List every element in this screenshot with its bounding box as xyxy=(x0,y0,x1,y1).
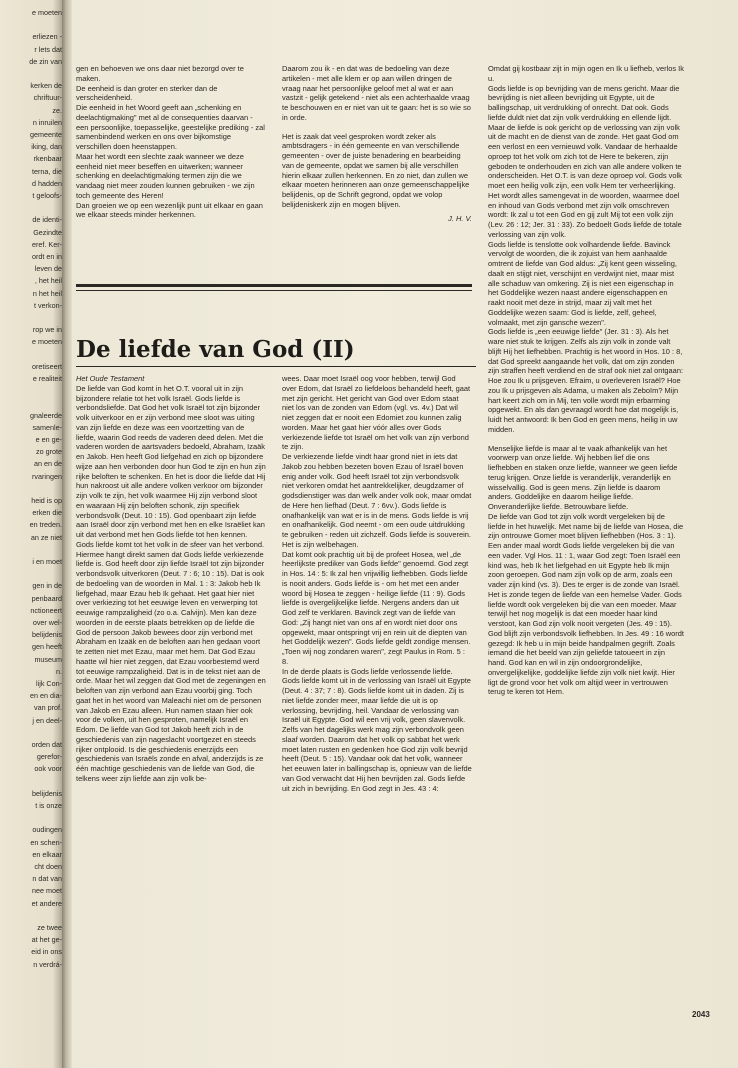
margin-fragment: Gezindte xyxy=(33,227,62,237)
title-rule xyxy=(76,366,476,367)
paragraph: Hiermee hangt direkt samen dat Gods liefde verkiezende liefde is. God heeft door zijn liefde Israël tot zijn bijzonder verbondsvolk uitverkoren (Deut. 7 : 6; 10 : 15). Dat is ook de bedoeling van de woorden in Mal. 1 : 3: Jakob heb Ik liefgehad, maar Ezau heb Ik gehaat. Het gaat hier niet over verkiezing tot het eeuwige leven en verwerping tot eeuwige rampzaligheid (zo o.a. Calvijn). Men kan deze woorden in de eerste plaats betrekken op de liefde die God de persoon Jakob bewees door zijn verbond met Abraham en Izaäk en de beloften aan hen gedaan voort te zetten niet met Ezau, maar met hem. Dat God Ezau haatte wil hier niet zeggen, dat Ezau voorbestemd werd tot eeuwige rampzaligheid. Dat is in de tekst niet aan de orde. Maar het wil zeggen dat God met de zegeningen en beloften van zijn verbond aan Ezau voorbij ging. Toch gaat het in het woord van Maleachi niet om de personen van Jakob en Ezau alleen. Hun namen staan hier ook voor de volken, uit hen gesproten, namelijk Israël en Edom. De liefde van God tot Jakob heeft zich in de geschiedenis van zijn nageslacht voortgezet en steeds rijker ontplooid. Is die geschiedenis enerzijds een geschiedenis van Israëls zonde en afval, anderzijds is ze één machtige geschiedenis van de liefde van God, die telkens weer zijn liefde aan zijn volk be- xyxy=(76,549,266,783)
margin-fragment: et andere xyxy=(31,898,62,908)
paragraph: Dat komt ook prachtig uit bij de profeet Hosea, wel „de heerlijkste prediker van Gods liefde" genoemd. God zegt in Hos. 14 : 5: Ik zal hen vrijwillig liefhebben. Gods liefde is nooit anders. Gods liefde is - om het met een ander woord bij Hosea te zeggen - heilige liefde (11 : 9). Gods liefde is overgelijkelijke liefde. Nergens anders dan uit God zelf te verklaren. Bavinck zegt van de liefde van God: „Zij hangt niet van ons af en wordt niet door ons opgewekt, maar ontspringt vrij en rein uit de diepten van het Goddelijk wezen". Gods liefde geldt zondige mensen. „Toen wij nog zondaren waren", zegt Paulus in Rom. 5 : 8. xyxy=(282,549,471,666)
paragraph: gen en behoeven we ons daar niet bezorgd over te maken. xyxy=(76,64,244,83)
paragraph: Gods liefde is op bevrijding van de mens gericht. Maar die bevrijding is niet alleen bevrijding uit Egypte, uit de ballingschap, uit verdrukking of onrecht. Dat ook. Gods liefde duldt niet dat zijn volk verdrukking en ellende lijdt. Maar de liefde is ook gericht op de verlossing van zijn volk uit de macht en de dienst van de zonde. Het gaat God om een verlost en een vernieuwd volk. Vandaar de herhaalde oproep tot het volk om zich tot de Here te bekeren, zijn geboden te onderhouden en zich van alle andere volken te onderscheiden. Het O.T. is van deze oproep vol. Gods volk moet een heilig volk zijn, een volk Hem ter verheerlijking. Het wordt alles samengevat in de woorden, waarmee doel en inhoud van Gods verbond met zijn volk omschreven wordt: Ik zal u tot een God en gij zult Mij tot een volk zijn (Lev. 26 : 12; Jer. 31 : 33). Zo bedoelt Gods liefde de totale verlossing van zijn volk. xyxy=(488,83,682,239)
margin-fragment: en schen- xyxy=(30,837,62,847)
section-heading: Het Oude Testament xyxy=(76,374,145,383)
margin-fragment: , het heil xyxy=(34,276,62,286)
margin-fragment: orden dat xyxy=(31,740,62,749)
column-1-top xyxy=(76,64,266,284)
margin-fragment: ook voor xyxy=(34,764,62,774)
margin-fragment: r lets dat xyxy=(34,44,62,54)
margin-fragment: leven de xyxy=(34,264,62,274)
margin-fragment: gerefor- xyxy=(36,752,62,762)
margin-fragment: j en deel- xyxy=(32,715,62,725)
page-gutter xyxy=(62,0,72,1068)
margin-fragment: erken die xyxy=(32,508,62,518)
margin-fragment: t geloofs- xyxy=(32,191,62,200)
margin-fragment: chriftuur- xyxy=(33,93,62,103)
margin-fragment: zo grote xyxy=(36,447,62,457)
margin-fragment: e realiteit xyxy=(32,374,62,383)
margin-fragment: rkenbaar xyxy=(33,154,62,164)
margin-fragment: nee moet xyxy=(32,886,62,896)
paragraph: Het is zaak dat veel gesproken wordt zeker als ambtsdragers - in één gemeente en van verschillende gemeenten - over de juiste benadering en bearbeiding van de gemeente, opdat we samen bij alle verschillen hierin elkaar zullen herkennen. En zo niet, dan zullen we elkaar moeten herinneren aan onze gemeenschappelijke belijdenis, op de Schrift gegrond, opdat we volop belijdeniskerk zijn en mogen blijven. xyxy=(282,131,470,209)
margin-fragment: at het ge- xyxy=(31,935,62,945)
margin-fragment: en treden. xyxy=(29,520,62,530)
page-number: 2043 xyxy=(692,1010,710,1019)
paragraph: Gods liefde is „een eeuwige liefde" (Jer. 31 : 3). Als het ware niet stuk te krijgen. Zelfs als zijn volk in zonde valt blijft Hij het liefhebben. Prachtig is het woord in Hos. 10 : 8, dat God spreekt aangaande het volk, dat om zijn zonden zijn straffen heeft verdiend en de straf ook niet zal ontgaan: Hoe zou Ik u prijsgeven. Efraim, u overleveren Israël? Hoe zou Ik u prijsgeven als Adama, u maken als Zeboïm? Mijn hart keert zich om in Mij, ten volle wordt mijn erbarming opgewekt. En als dan gevraagd wordt hoe dat mogelijk is, luidt het antwoord: Ik ben God en geen mens, heilig in uw midden. xyxy=(488,327,684,434)
margin-fragment: n dat van xyxy=(32,874,62,884)
margin-fragment: lijk Con- xyxy=(36,679,62,688)
margin-fragment: iking, dan xyxy=(31,142,62,152)
paragraph: Daarom zou ik - en dat was de bedoeling van deze artikelen - met alle klem er op aan willen dringen de vraag naar het persoonlijke geloof met al wat er aan vastzit - gelijk getekend - niet als een achterhaalde vraag te beschouwen en er niet van uit te gaan: het is so wie so in orde. xyxy=(282,64,471,122)
paragraph: Maar het wordt een slechte zaak wanneer we deze eenheid niet meer beseffen en uitwerken; wanneer schenking en deelachtigmaking termen zijn die we vandaag niet meer zouden kunnen gebruiken - we zijn toch gemeente des Heren! xyxy=(76,151,255,200)
paragraph: Dan groeien we op een wezenlijk punt uit elkaar en gaan we elkaar steeds minder herkennen. xyxy=(76,200,263,220)
column-3 xyxy=(488,64,684,1004)
margin-fragment: oretiseert xyxy=(32,361,62,371)
margin-fragment: t verkon- xyxy=(34,300,62,310)
margin-fragment: an ze niet xyxy=(30,532,62,542)
column-2-top xyxy=(282,64,472,284)
paragraph: wees. Daar moet Israël oog voor hebben, terwijl God over Edom, dat Israël zo liefdeloos behandeld heeft, gaat met zijn gericht. Het gericht van God over Edom staat niet los van de zonden van Edom (vgl. vs. 4v.) Dat wil niet zeggen dat er nooit een Edomiet zou kunnen zalig worden. Maar het gaat hier vóór alles over Gods verkiezende liefde tot Israël om het volk van zijn verbond te zijn. xyxy=(282,374,471,452)
margin-fragment: ze twee xyxy=(37,923,62,932)
margin-fragment: penbaard xyxy=(31,593,62,603)
margin-fragment: t is onze xyxy=(35,801,62,810)
margin-fragment: n inruilen xyxy=(32,117,62,127)
margin-fragment: gnaleerde xyxy=(30,410,62,420)
margin-fragment: van prof. xyxy=(34,703,62,713)
margin-fragment: museum xyxy=(34,654,62,664)
margin-fragment: samenle- xyxy=(32,422,62,432)
margin-fragment: kerken de xyxy=(30,81,62,91)
margin-fragment: terna, die xyxy=(32,166,62,176)
margin-fragment: belijdenis xyxy=(32,630,62,640)
paragraph: Gods liefde is tenslotte ook volhardende liefde. Bavinck vervolgt de woorden, die ik zojuist van hem aanhaalde omtrent de liefde van God aldus: „Zij kent geen wisseling, daalt en stijgt niet, verschijnt en verdwijnt niet, maar mist alle schaduw van omkering. Zij is niet een eigenschap in het Goddelijke wezen naast andere eigenschappen en raakt nooit met deze in strijd, maar zij valt met het Goddelijke wezen saam: God is liefde, zelf, geheel, volmaakt, met zijn gansche wezen". xyxy=(488,239,677,327)
margin-fragment: an en de xyxy=(34,459,62,469)
margin-fragment: cht doen xyxy=(34,862,62,871)
margin-fragment: belijdenis xyxy=(32,788,62,798)
paragraph: Menselijke liefde is maar al te vaak afhankelijk van het voorwerp van onze liefde. Wij hebben lief die ons liefhebben en staken onze liefde, wanneer we geen liefde terug krijgen. Onze liefde is veranderlijk, veranderlijk en wisselvallig. God is geen mens. Zijn liefde is daarom anders. Goddelijke en daarom heilige liefde. Onveranderlijke liefde. Betrouwbare liefde. xyxy=(488,443,678,511)
margin-fragment: e en ge- xyxy=(35,435,62,444)
column-2-bottom xyxy=(282,374,472,1004)
margin-fragment: gen heeft xyxy=(32,642,62,652)
margin-fragment: en elkaar xyxy=(32,849,62,859)
author-signature: J. H. V. xyxy=(448,213,472,223)
paragraph: Omdat gij kostbaar zijt in mijn ogen en Ik u liefheb, verlos Ik u. xyxy=(488,64,684,83)
paragraph: De liefde van God tot zijn volk wordt vergeleken bij de liefde in het huwelijk. Met name bij de liefde van Hosea, die zijn ontrouwe Gomer moet blijven liefhebben (Hos. 3 : 1). Een ander maal wordt Gods liefde vergeleken bij die van een vader. Vgl Hos. 11 : 1, waar God zegt: Toen Israël een kind was, heb Ik het liefgehad en uit Egypte heb Ik mijn zoon geroepen. God nam zijn volk op de arm, zoals een vader zijn kind (vs. 3). Des te erger is de zonde van Israël. Het is zonde tegen de liefde van een hemelse Vader. Gods liefde wordt ook vergeleken bij die van een moeder. Maar terwijl het nog mogelijk is dat een moeder haar kind verstoot, kan God zijn volk nooit vergeten (Jes. 49 : 15). God blijft zijn verbondsvolk liefhebben. In Jes. 49 : 16 wordt gezegd: Ik heb u in mijn beide handpalmen gegrift. Zoals iemand die het beeld van zijn geliefde tatoueert in zijn hand. God kan en wil in zijn ondoorgrondelijke, onvergelijkelijke, goddelijke liefde zijn volk niet kwijt. Hier ligt de grond voor het volk om altijd weer in vertrouwen terug te keren tot Hem. xyxy=(488,511,684,697)
margin-fragment: d hadden xyxy=(32,178,62,188)
margin-fragment: i en moet xyxy=(32,557,62,566)
margin-fragment: gemeente xyxy=(30,130,62,139)
margin-fragment: n verdrá- xyxy=(33,959,62,969)
margin-fragment: e moeten xyxy=(32,8,62,17)
margin-fragment: heid is op xyxy=(31,496,62,505)
margin-fragment: n het heil xyxy=(32,288,62,298)
margin-fragment: over wel- xyxy=(32,618,62,627)
margin-fragment: rvaringen xyxy=(32,471,62,481)
section-rule-thin xyxy=(76,290,472,291)
margin-fragment: erliezen - xyxy=(32,32,62,42)
margin-fragment: ze. xyxy=(52,105,62,115)
paragraph: Die eenheid in het Woord geeft aan „schenking en deelachtigmaking" met al de consequenties daarvan - een persoonlijke, toepasselijke, geestelijke prediking - zal samenbindend werken en ons over bijkomstige verschillen doen heenstappen. xyxy=(76,103,265,151)
section-rule-thick xyxy=(76,284,472,287)
margin-fragment: rop we in xyxy=(32,325,62,335)
margin-fragment: oudingen xyxy=(32,825,62,835)
margin-fragment: de identi- xyxy=(32,215,62,225)
margin-fragment: gen in de xyxy=(32,581,62,591)
margin-fragment: e moeten xyxy=(32,337,62,347)
paragraph: In de derde plaats is Gods liefde verlossende liefde. Gods liefde komt uit in de verlossing van Israël uit Egypte (Deut. 4 : 37; 7 : 8). Gods liefde komt uit in daden. Zij is niet liefde zonder meer, maar liefde die uit is op verlossing, bevrijding, heil. Vandaar de verlossing van Israël uit Egypte. God wil een vrij volk, geen slavenvolk. Zelfs van het dagelijks werk mag zijn verbondvolk geen slaaf worden. Daarom dat het volk op sabbat het werk moet laten rusten en gedenken hoe God zijn volk bevrijd heeft (Deut. 5 : 15). Vandaar ook dat het volk, wanneer het eeuwen later in ballingschap is, opnieuw van de liefde van God verwacht dat Hij hen bevrijden zal. Gods liefde uit zich in bevrijding. En God zegt in Jes. 43 : 4: xyxy=(282,666,472,793)
paragraph: De verkiezende liefde vindt haar grond niet in iets dat Jakob zou hebben bezeten boven Ezau of Israël boven enig ander volk. God heeft Israël tot zijn verbondsvolk niet verkoren omdat het aantrekkelijker, deugdzamer of godsdienstiger was dan welk ander volk ook, maar omdat de Here hen liefhad (Deut. 7 : 6vv.). Gods liefde is onafhankelijk van wat er is in de mens. Gods liefde is vrij en onafhankelijk. God neemt - om een oude uitdrukking te gebruiken - reden uit zichzelf. Gods liefde is souverein. Het is zijn welbehagen. xyxy=(282,452,472,549)
margin-fragment: nctioneert xyxy=(30,605,62,615)
paragraph: De eenheid is dan groter en sterker dan de verscheidenheid. xyxy=(76,83,218,103)
margin-fragment: en en dia- xyxy=(30,691,62,701)
margin-fragment: n. xyxy=(56,666,62,676)
margin-fragment: eid in ons xyxy=(31,947,62,957)
margin-fragment: ordt en in xyxy=(32,252,62,261)
column-1-bottom xyxy=(76,374,266,1004)
previous-page-edge xyxy=(0,0,66,1068)
article-title: De liefde van God (II) xyxy=(76,336,355,363)
paragraph: De liefde van God komt in het O.T. vooral uit in zijn bijzondere relatie tot het volk Israël. Gods liefde is verbondsliefde. Dat God het volk Israël tot zijn bijzonder volk uitverkoor en er zijn verbond mee sloot was uiting van zijn liefde en deze was een voortzetting van de liefde, waarin God reeds de vaderen deed delen. Met die vaderen worden de aartsvaders bedoeld, Abraham, Izaäk en Jakob. Hen heeft God liefgehad en zich op bijzondere wijze aan hen verbonden door hun God te zijn en hun zijn rijke beloften te schenken. En het is door die liefde dat Hij hun nakroost uit alle andere volken verkoor om bijzonder zijn volk te zijn, het volk waarmee Hij zijn verbond sloot en waaraan Hij zijn beloften schonk, zijn specifiek verbondsvolk (Deut. 10 : 15). God openbaart zijn liefde aan Israël door zijn verbond met hen en elke Israëliet kan uit dat verbond met hen Gods liefde tot hen kennen. Gods liefde komt tot het volk in de sfeer van het verbond. xyxy=(76,383,266,549)
margin-fragment: de zin van xyxy=(29,56,62,66)
margin-fragment: eref. Ker- xyxy=(32,239,62,249)
